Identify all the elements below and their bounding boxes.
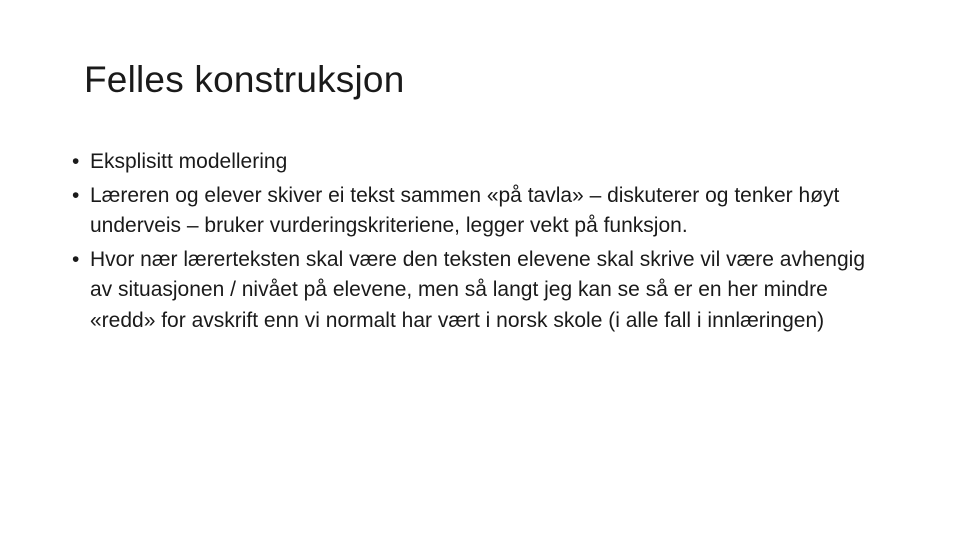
slide-title: Felles konstruksjon: [84, 59, 405, 100]
bullet-item: [72, 181, 892, 242]
bullet-text: Læreren og elever skiver ei tekst sammen «på tavla» – diskuterer og tenker høyt underveis – bruker vurderingskriteriene, legger vekt på funksjon.: [90, 183, 840, 237]
bullet-text: Hvor nær lærerteksten skal være den teksten elevene skal skrive vil være avhengig av situasjonen / nivået på elevene, men så langt jeg kan se så er en her mindre «redd» for avskrift enn vi normalt har vært i norsk skole (i alle fall i innlæringen): [90, 247, 866, 332]
bullet-dot-icon: •: [72, 150, 80, 173]
bullet-list: [72, 147, 892, 339]
bullet-dot-icon: •: [72, 247, 80, 271]
bullet-item: [72, 245, 892, 337]
bullet-dot-icon: •: [72, 183, 80, 207]
bullet-text: Eksplisitt modellering: [90, 150, 288, 173]
bullet-item: [72, 147, 892, 178]
